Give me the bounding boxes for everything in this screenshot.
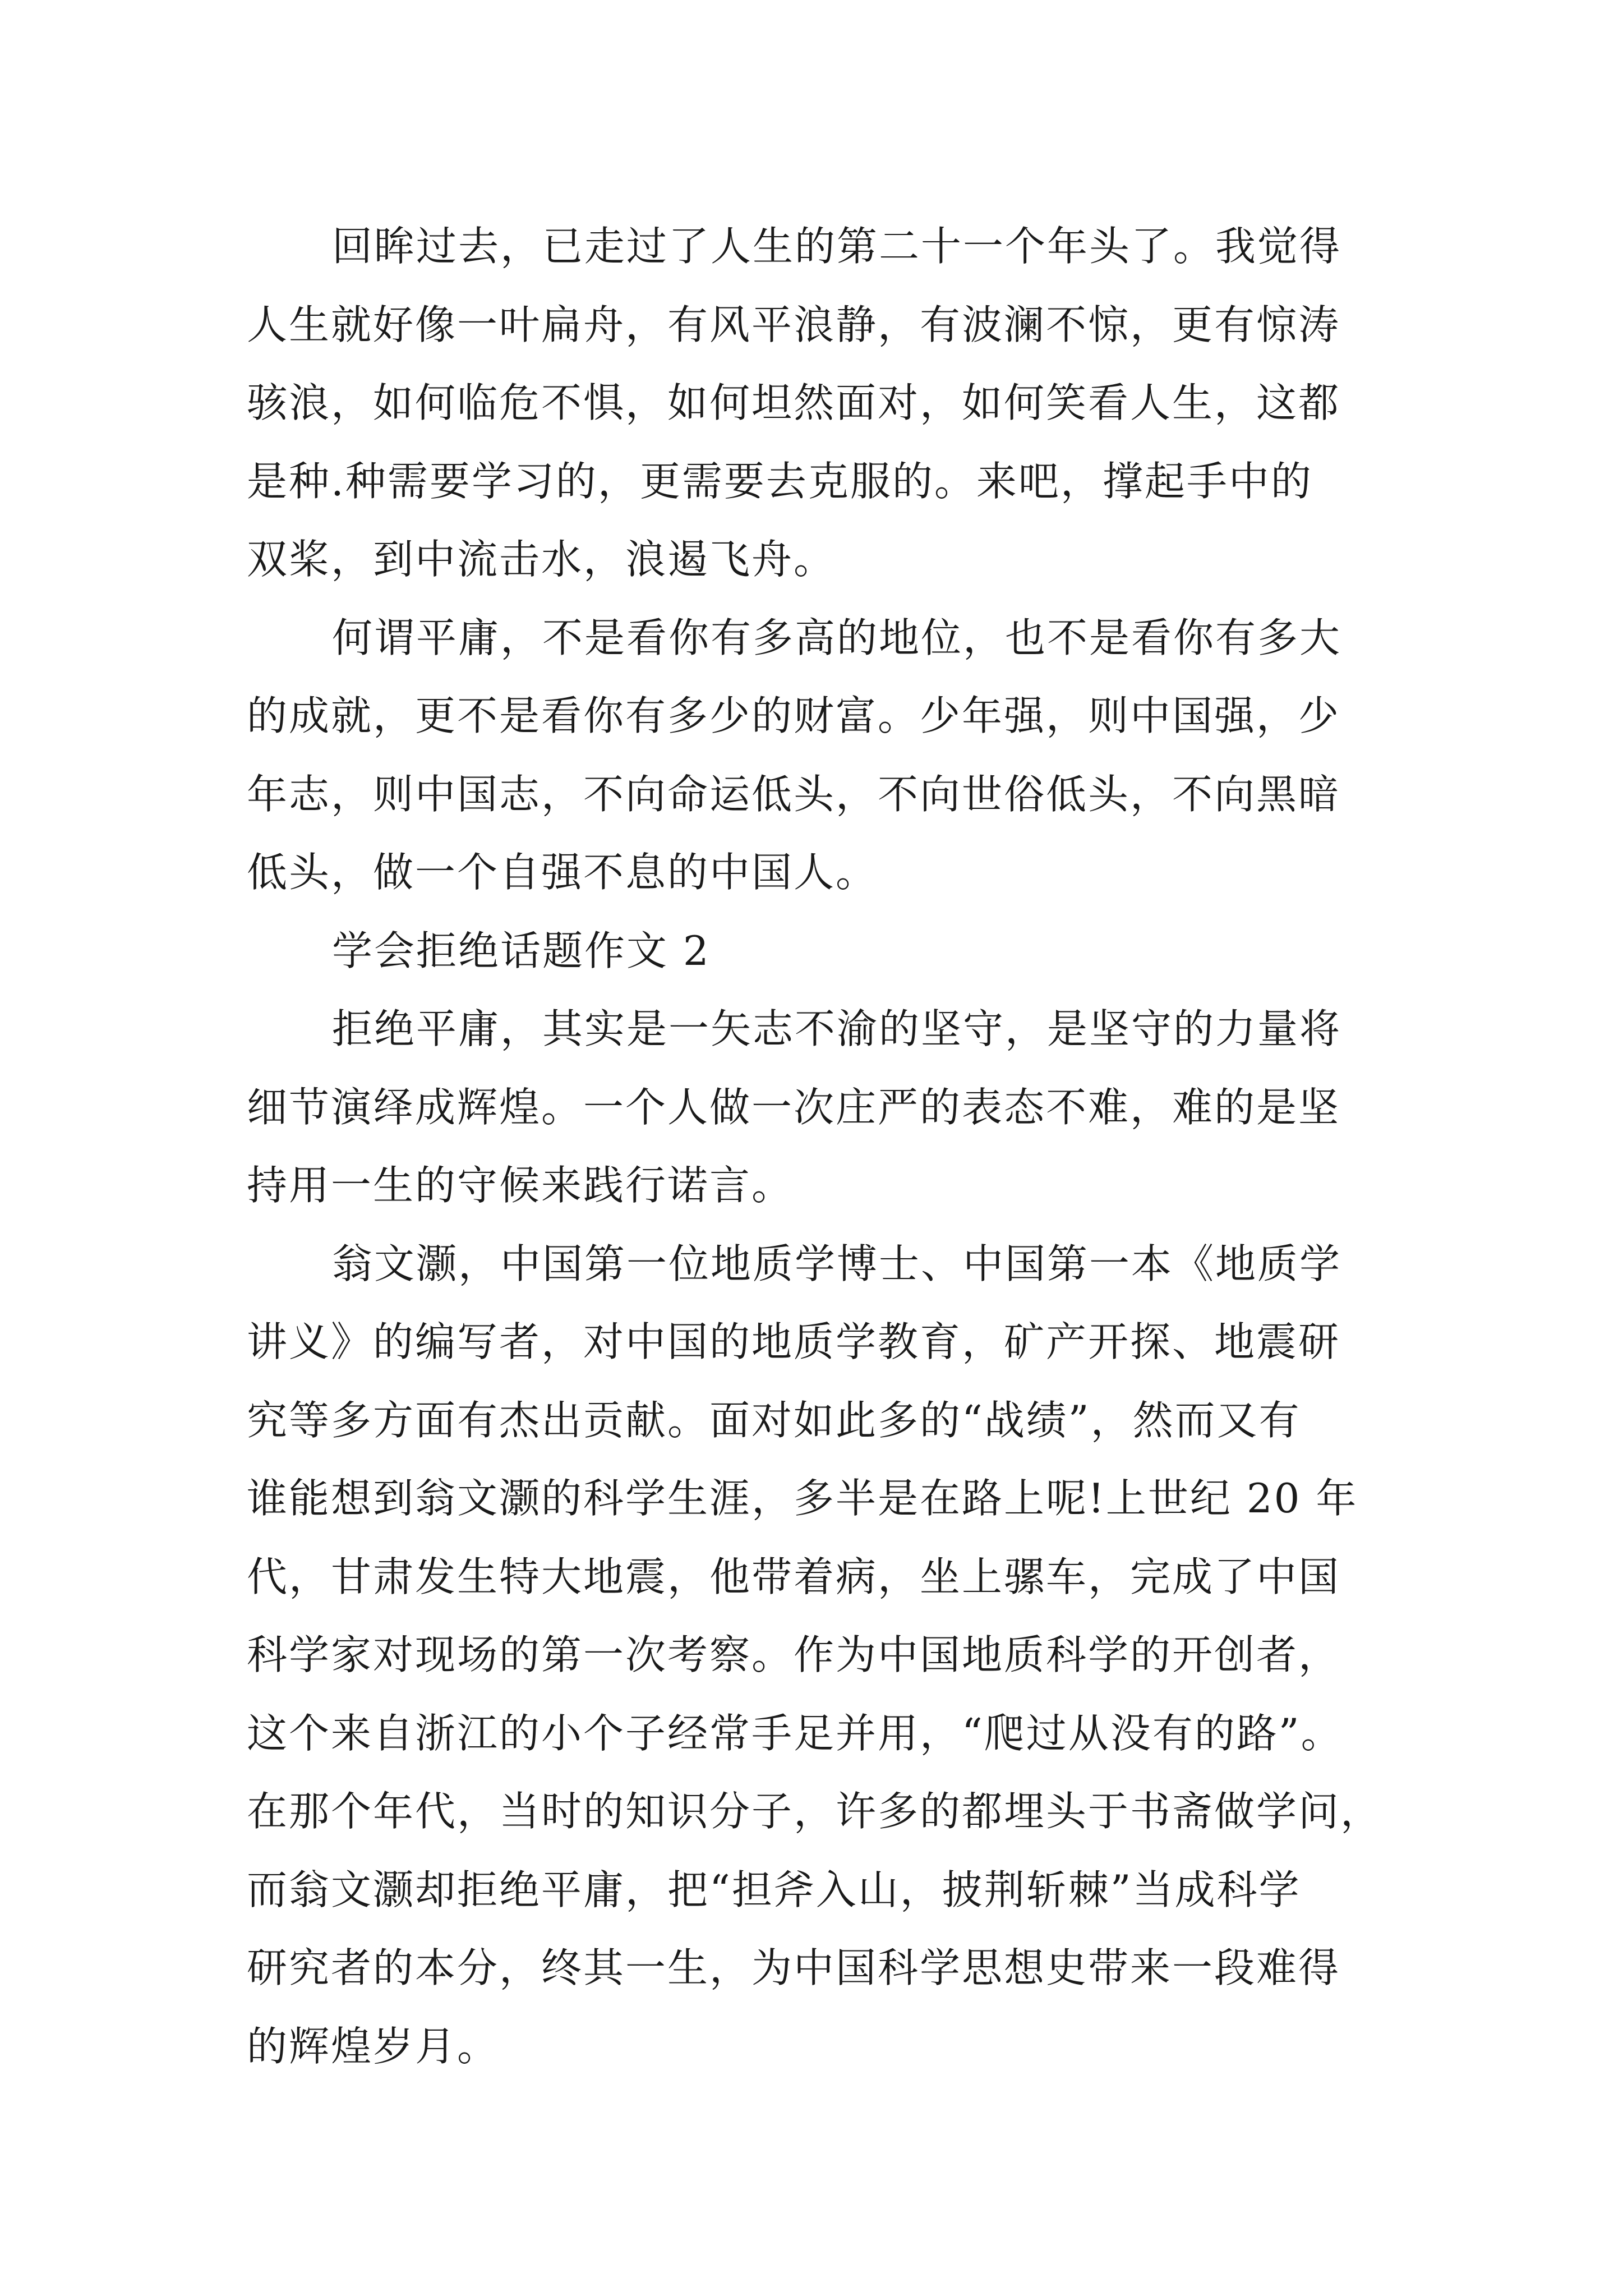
text-line: 拒绝平庸，其实是一矢志不渝的坚守，是坚守的力量将 xyxy=(332,1005,1342,1052)
text-line: 研究者的本分，终其一生，为中国科学思想史带来一段难得 xyxy=(247,1944,1341,1991)
text-line: 翁文灏，中国第一位地质学博士、中国第一本《地质学 xyxy=(332,1240,1342,1287)
heading-line: 学会拒绝话题作文 2 xyxy=(332,927,711,974)
text-line: 是种.种需要学习的，更需要去克服的。来吧，撑起手中的 xyxy=(247,457,1313,505)
text-line: 持用一生的守候来践行诺言。 xyxy=(247,1162,794,1209)
section-heading xyxy=(247,912,1380,991)
paragraph-4 xyxy=(247,1225,1383,2086)
text-line: 年志，则中国志，不向命运低头，不向世俗低头，不向黑暗 xyxy=(247,770,1341,818)
text-line: 回眸过去，已走过了人生的第二十一个年头了。我觉得 xyxy=(332,223,1342,270)
text-line: 在那个年代，当时的知识分子，许多的都埋头于书斋做学问， xyxy=(247,1788,1383,1835)
paragraph-3 xyxy=(247,990,1380,1225)
text-line: 骇浪，如何临危不惧，如何坦然面对，如何笑看人生，这都 xyxy=(247,379,1341,426)
paragraph-1 xyxy=(247,208,1380,599)
text-line: 的成就，更不是看你有多少的财富。少年强，则中国强，少 xyxy=(247,692,1341,739)
text-line: 代，甘肃发生特大地震，他带着病，坐上骡车，完成了中国 xyxy=(247,1553,1341,1600)
text-line: 低头，做一个自强不息的中国人。 xyxy=(247,849,878,896)
text-line: 细节演绎成辉煌。一个人做一次庄严的表态不难，难的是坚 xyxy=(247,1083,1341,1131)
text-line: 科学家对现场的第一次考察。作为中国地质科学的开创者， xyxy=(247,1631,1341,1678)
text-line: 何谓平庸，不是看你有多高的地位，也不是看你有多大 xyxy=(332,614,1342,661)
paragraph-2 xyxy=(247,599,1380,912)
text-line: 的辉煌岁月。 xyxy=(247,2022,500,2070)
text-line: 这个来自浙江的小个子经常手足并用，“爬过从没有的路”。 xyxy=(247,1709,1343,1757)
text-line: 人生就好像一叶扁舟，有风平浪静，有波澜不惊，更有惊涛 xyxy=(247,301,1341,348)
text-line: 谁能想到翁文灏的科学生涯，多半是在路上呢!上世纪 20 年 xyxy=(247,1475,1358,1522)
text-line: 而翁文灏却拒绝平庸，把“担斧入山，披荆斩棘”当成科学 xyxy=(247,1866,1301,1913)
document-body xyxy=(247,208,1383,2086)
text-line: 讲义》的编写者，对中国的地质学教育，矿产开探、地震研 xyxy=(247,1318,1341,1365)
text-line: 双桨，到中流击水，浪遏飞舟。 xyxy=(247,536,836,583)
text-line: 究等多方面有杰出贡献。面对如此多的“战绩”，然而又有 xyxy=(247,1396,1301,1444)
